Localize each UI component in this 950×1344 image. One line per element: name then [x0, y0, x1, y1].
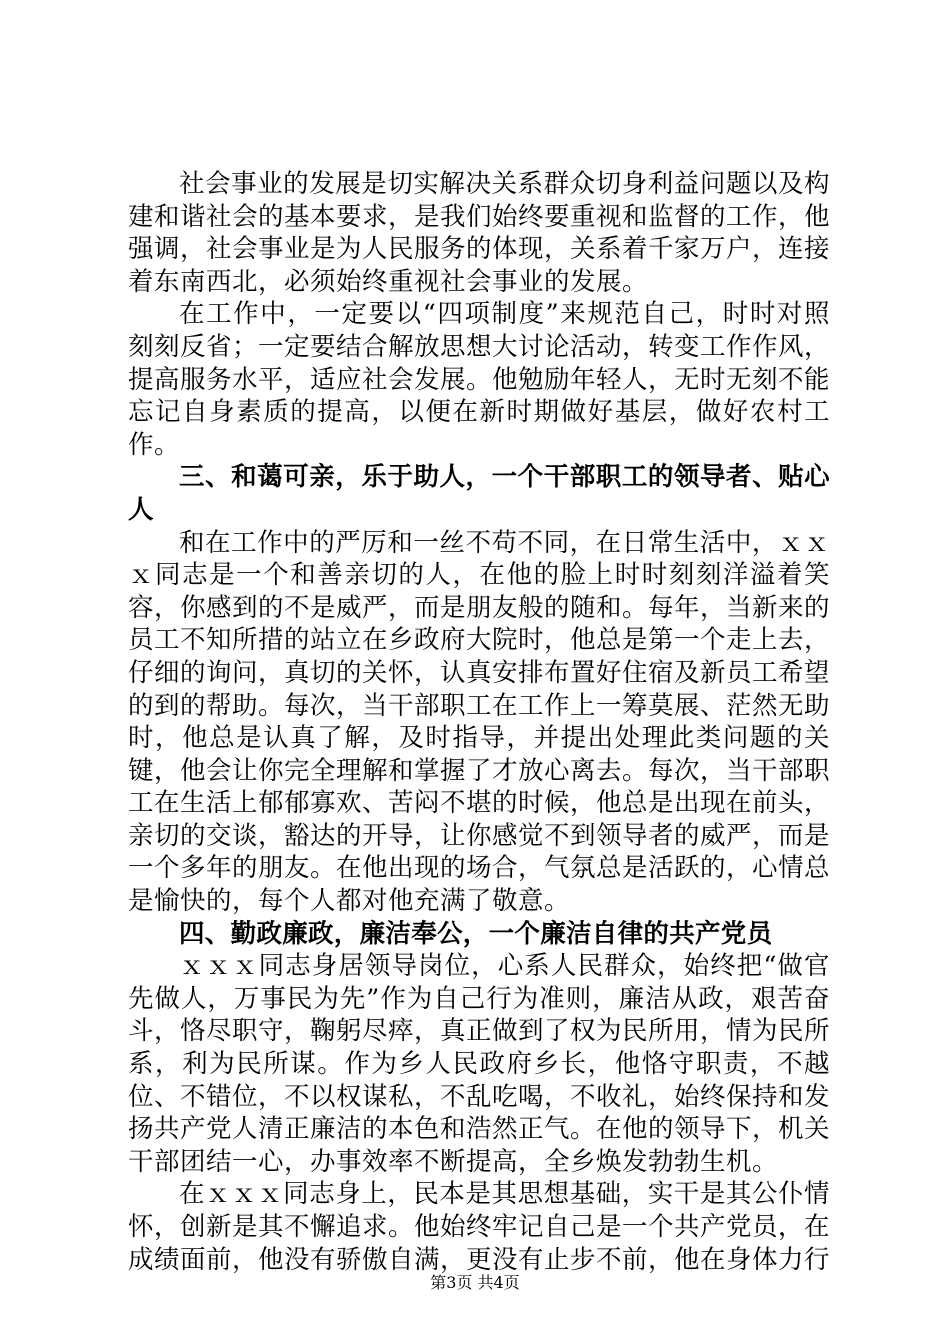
body-paragraph: 社会事业的发展是切实解决关系群众切身利益问题以及构建和谐社会的基本要求，是我们始终要重视和监督的工作，他强调，社会事业是为人民服务的体现，关系着千家万户，连接着东南西北，必须始终重视社会事业的发展。: [128, 169, 831, 297]
body-paragraph: ｘｘｘ同志身居领导岗位，心系人民群众，始终把“做官先做人，万事民为先”作为自己行为准则，廉洁从政，艰苦奋斗，恪尽职守，鞠躬尽瘁，真正做到了权为民所用，情为民所系，利为民所谋。作为乡人民政府乡长，他恪守职责，不越位、不错位，不以权谋私，不乱吃喝，不收礼，始终保持和发扬共产党人清正廉洁的本色和浩然正气。在他的领导下，机关干部团结一心，办事效率不断提高，全乡焕发勃勃生机。: [128, 951, 831, 1177]
section-heading: 四、勤政廉政，廉洁奉公，一个廉洁自律的共产党员: [179, 918, 773, 949]
document-body: [128, 168, 830, 1276]
section-heading: 三、和蔼可亲，乐于助人，一个干部职工的领导者、贴心人: [128, 462, 830, 525]
body-paragraph: 在工作中，一定要以“四项制度”来规范自己，时时对照刻刻反省；一定要结合解放思想大讨论活动，转变工作作风，提高服务水平，适应社会发展。他勉励年轻人，无时无刻不能忘记自身素质的提高，以便在新时期做好基层，做好农村工作。: [128, 299, 831, 460]
page-footer: 第3页 共4页: [430, 1273, 520, 1292]
body-paragraph: 在ｘｘｘ同志身上，民本是其思想基础，实干是其公仆情怀，创新是其不懈追求。他始终牢记自己是一个共产党员，在成绩面前，他没有骄傲自满，更没有止步不前，他在身体力行: [128, 1179, 831, 1275]
body-paragraph: 和在工作中的严厉和一丝不苟不同，在日常生活中，ｘｘｘ同志是一个和善亲切的人，在他的脸上时时刻刻洋溢着笑容，你感到的不是威严，而是朋友般的随和。每年，当新来的员工不知所措的站立在乡政府大院时，他总是第一个走上去，仔细的询问，真切的关怀，认真安排布置好住宿及新员工希望的到的帮助。每次，当干部职工在工作上一筹莫展、茫然无助时，他总是认真了解，及时指导，并提出处理此类问题的关键，他会让你完全理解和掌握了才放心离去。每次，当干部职工在生活上郁郁寡欢、苦闷不堪的时候，他总是出现在前头，亲切的交谈，豁达的开导，让你感觉不到领导者的威严，而是一个多年的朋友。在他出现的场合，气氛总是活跃的，心情总是愉快的，每个人都对他充满了敬意。: [128, 527, 831, 917]
